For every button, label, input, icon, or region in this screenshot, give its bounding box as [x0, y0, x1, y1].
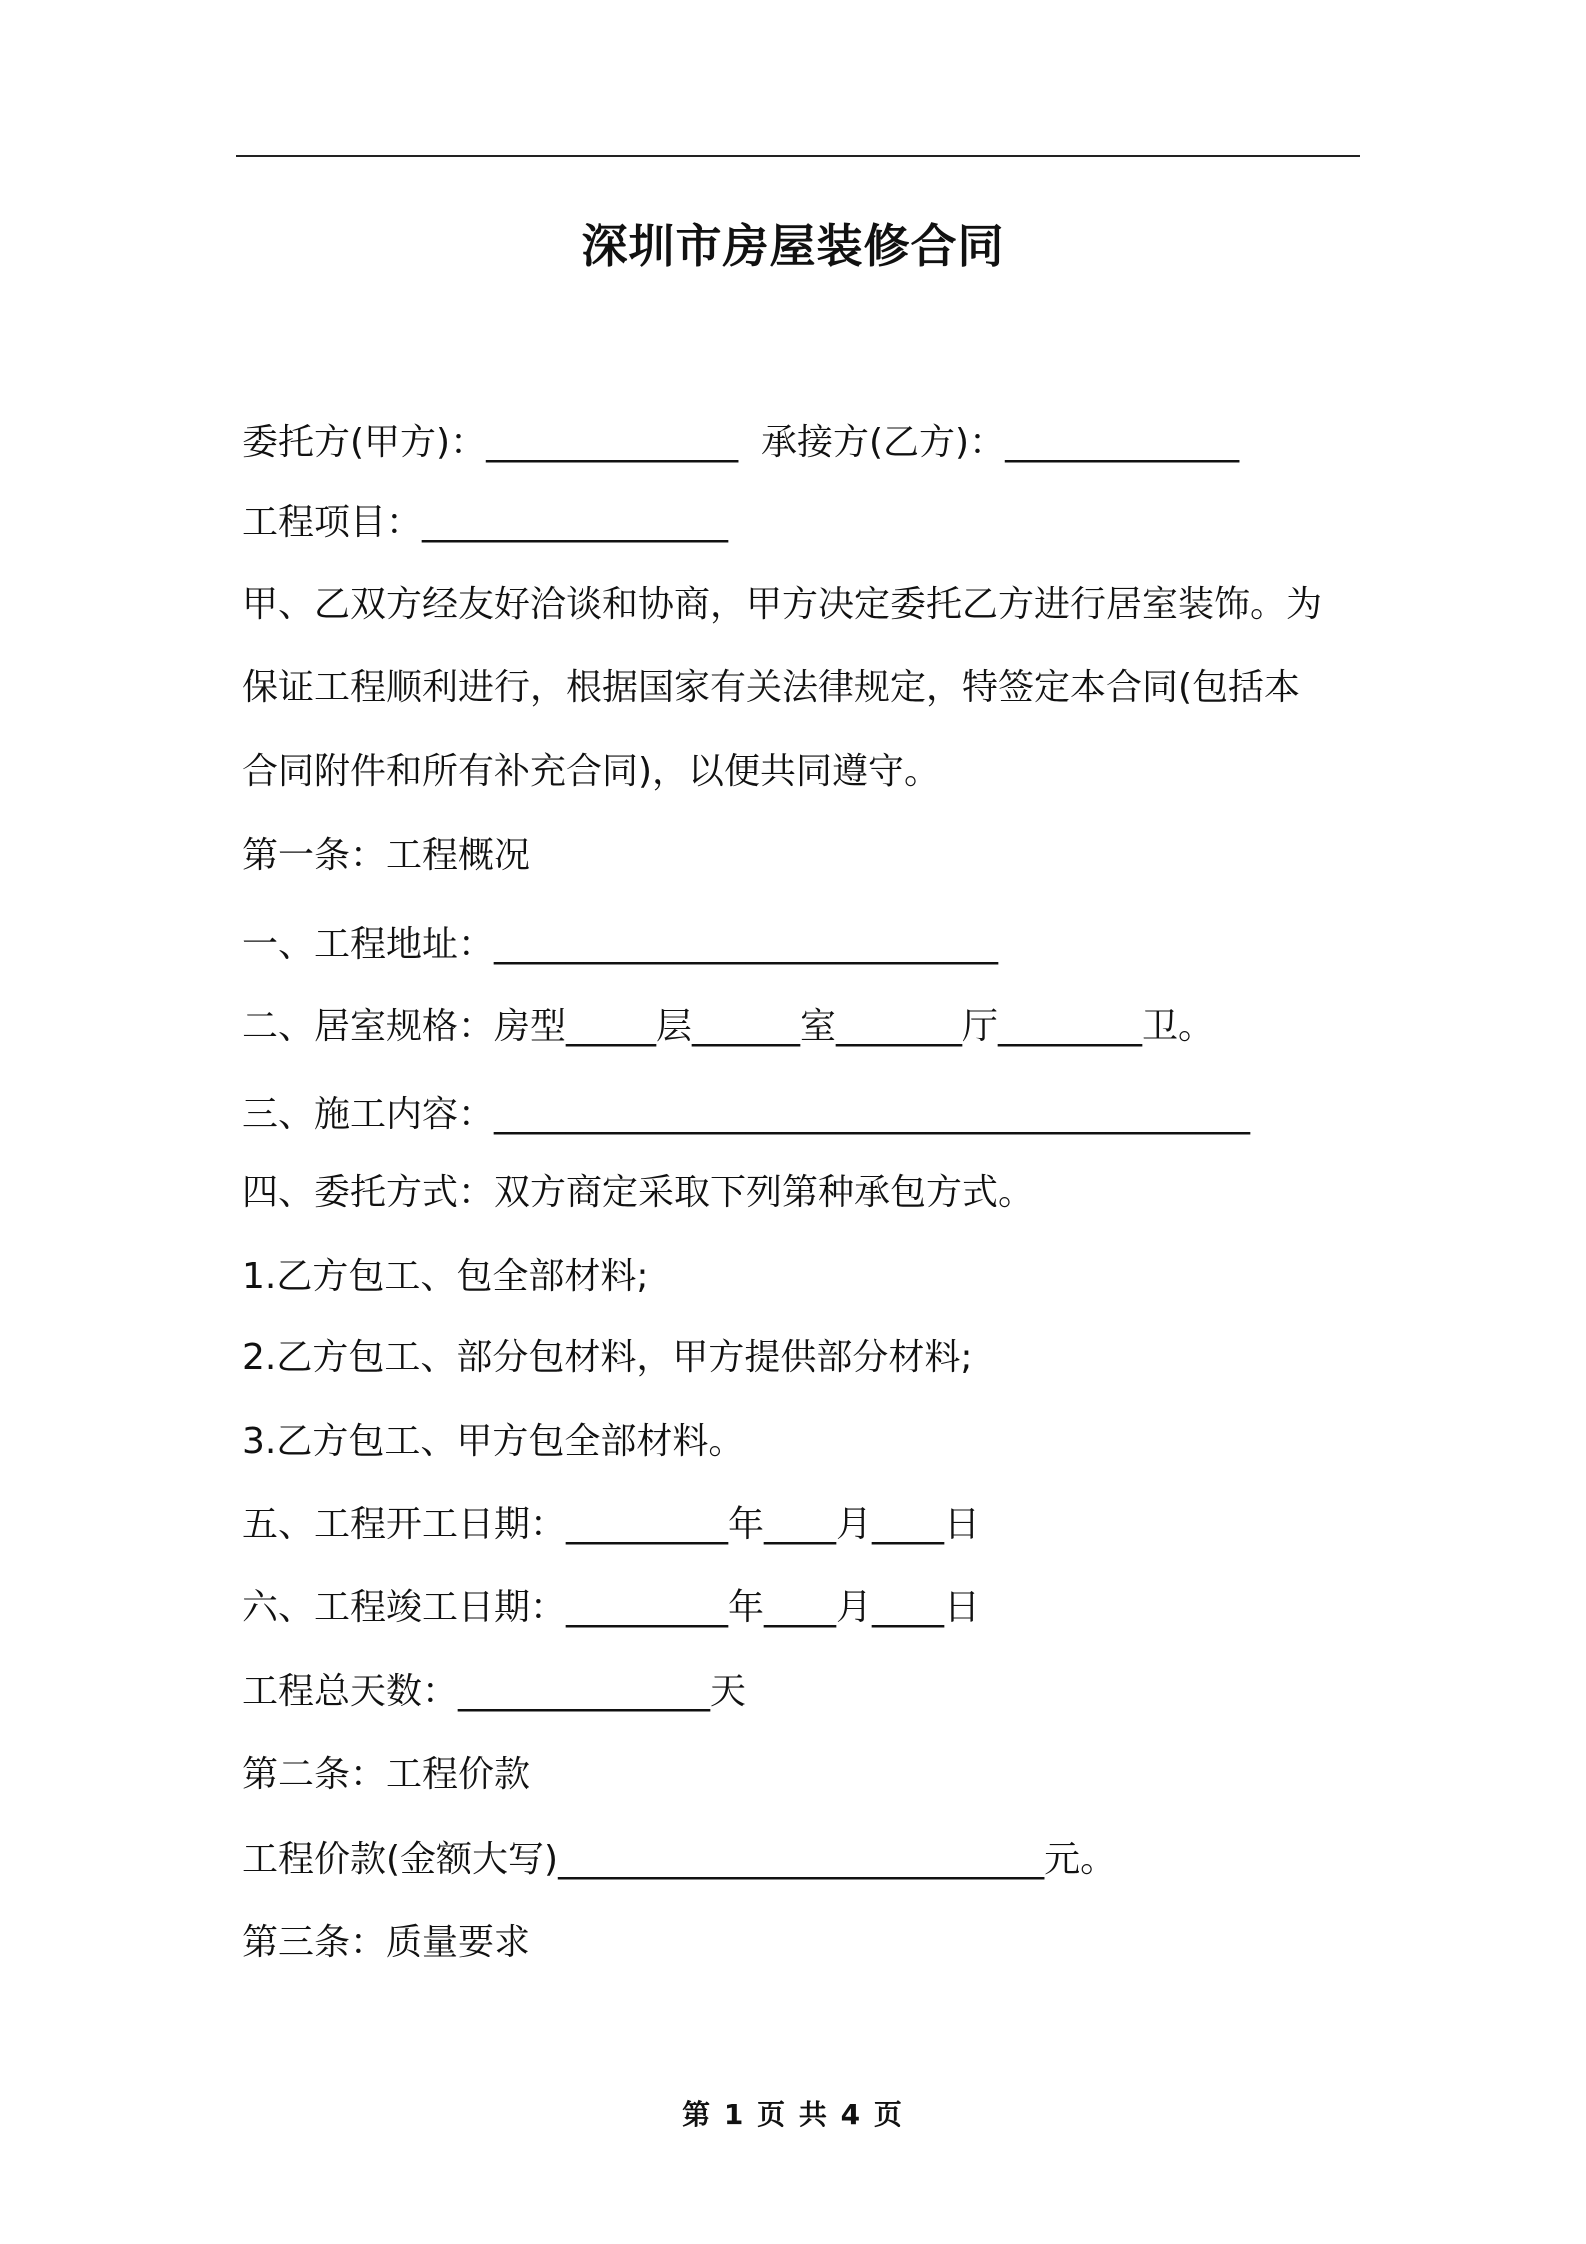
start-date-line: 五、工程开工日期：_________年____月____日	[242, 1504, 981, 1545]
project-address-line: 一、工程地址：____________________________	[242, 924, 999, 965]
page-number-footer: 第 1 页 共 4 页	[682, 2098, 904, 2131]
article-2-heading: 第二条：工程价款	[242, 1754, 531, 1795]
project-line: 工程项目：_________________	[242, 502, 729, 543]
total-days-line: 工程总天数：______________天	[242, 1671, 747, 1712]
document-title: 深圳市房屋装修合同	[581, 219, 1005, 273]
header-rule	[236, 155, 1360, 157]
room-spec-line: 二、居室规格：房型_____层______室_______厅________卫。	[242, 1006, 1215, 1047]
option-3-line: 3.乙方包工、甲方包全部材料。	[242, 1421, 745, 1462]
construction-content-line: 三、施工内容：__________________________________________	[242, 1094, 1251, 1135]
price-line: 工程价款(金额大写)___________________________元。	[242, 1839, 1117, 1880]
preamble-line-3: 合同附件和所有补充合同)，以便共同遵守。	[242, 751, 941, 792]
end-date-line: 六、工程竣工日期：_________年____月____日	[242, 1587, 981, 1628]
article-1-heading: 第一条：工程概况	[242, 835, 531, 876]
party-line: 委托方(甲方)：______________ 承接方(乙方)：_____________	[242, 422, 1240, 463]
option-2-line: 2.乙方包工、部分包材料，甲方提供部分材料;	[242, 1337, 973, 1378]
article-3-heading: 第三条：质量要求	[242, 1922, 531, 1963]
option-1-line: 1.乙方包工、包全部材料;	[242, 1256, 649, 1297]
preamble-line-1: 甲、乙双方经友好洽谈和协商，甲方决定委托乙方进行居室装饰。为	[242, 584, 1323, 625]
contract-method-line: 四、委托方式：双方商定采取下列第种承包方式。	[242, 1172, 1035, 1213]
preamble-line-2: 保证工程顺利进行，根据国家有关法律规定，特签定本合同(包括本	[242, 667, 1301, 708]
